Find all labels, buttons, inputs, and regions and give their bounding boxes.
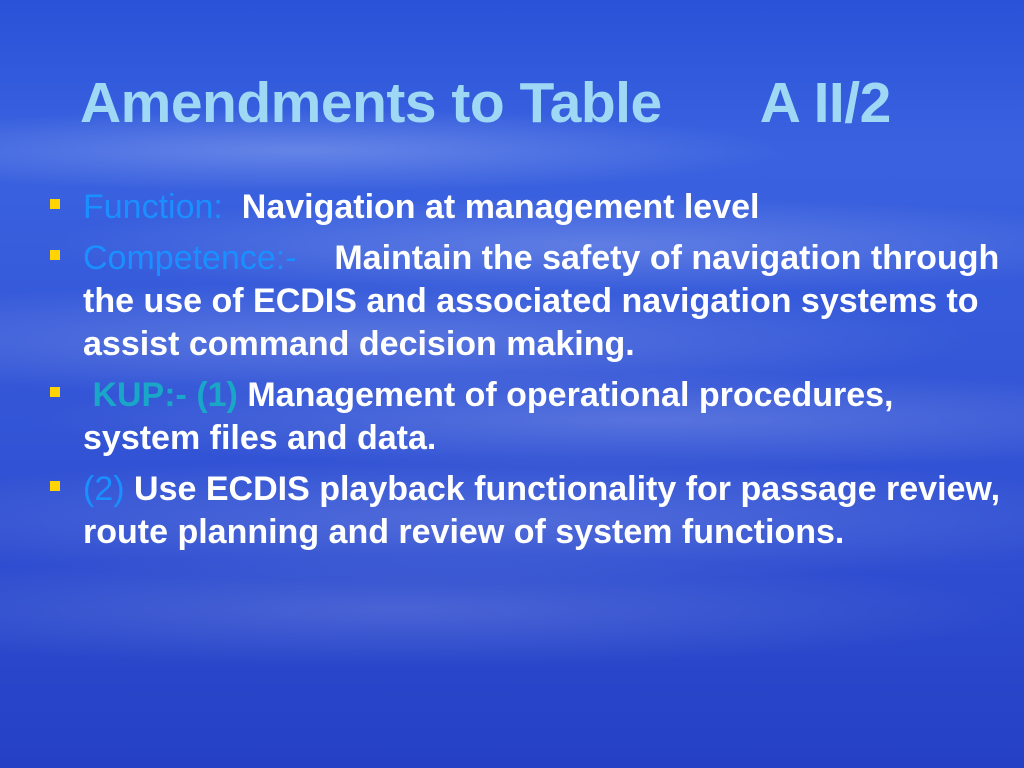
kup-1-text: Management of operational procedures, system files and data. <box>83 376 894 457</box>
square-bullet-icon <box>50 481 60 491</box>
bullet-kup-1 <box>40 374 1020 460</box>
bullet-kup-2 <box>40 468 1020 554</box>
square-bullet-icon <box>50 199 60 209</box>
kup-2-label: (2) <box>83 470 125 508</box>
slide-title <box>80 70 891 136</box>
bullet-list <box>40 186 1020 562</box>
title-part-1: Amendments to Table <box>80 71 662 135</box>
square-bullet-icon <box>50 250 60 260</box>
function-text: Navigation at management level <box>241 188 760 226</box>
square-bullet-icon <box>50 387 60 397</box>
competence-label: Competence:- <box>83 239 297 277</box>
kup-label: KUP:- (1) <box>92 376 238 414</box>
kup-2-text: Use ECDIS playback functionality for passage review, route planning and review of system functions. <box>83 470 1001 551</box>
bullet-function <box>40 186 1020 229</box>
competence-text: Maintain the safety of navigation through the use of ECDIS and associated navigation systems to assist command decision making. <box>83 239 1000 363</box>
bullet-competence <box>40 237 1020 366</box>
title-part-2: A II/2 <box>759 71 891 135</box>
function-label: Function: <box>83 188 223 226</box>
